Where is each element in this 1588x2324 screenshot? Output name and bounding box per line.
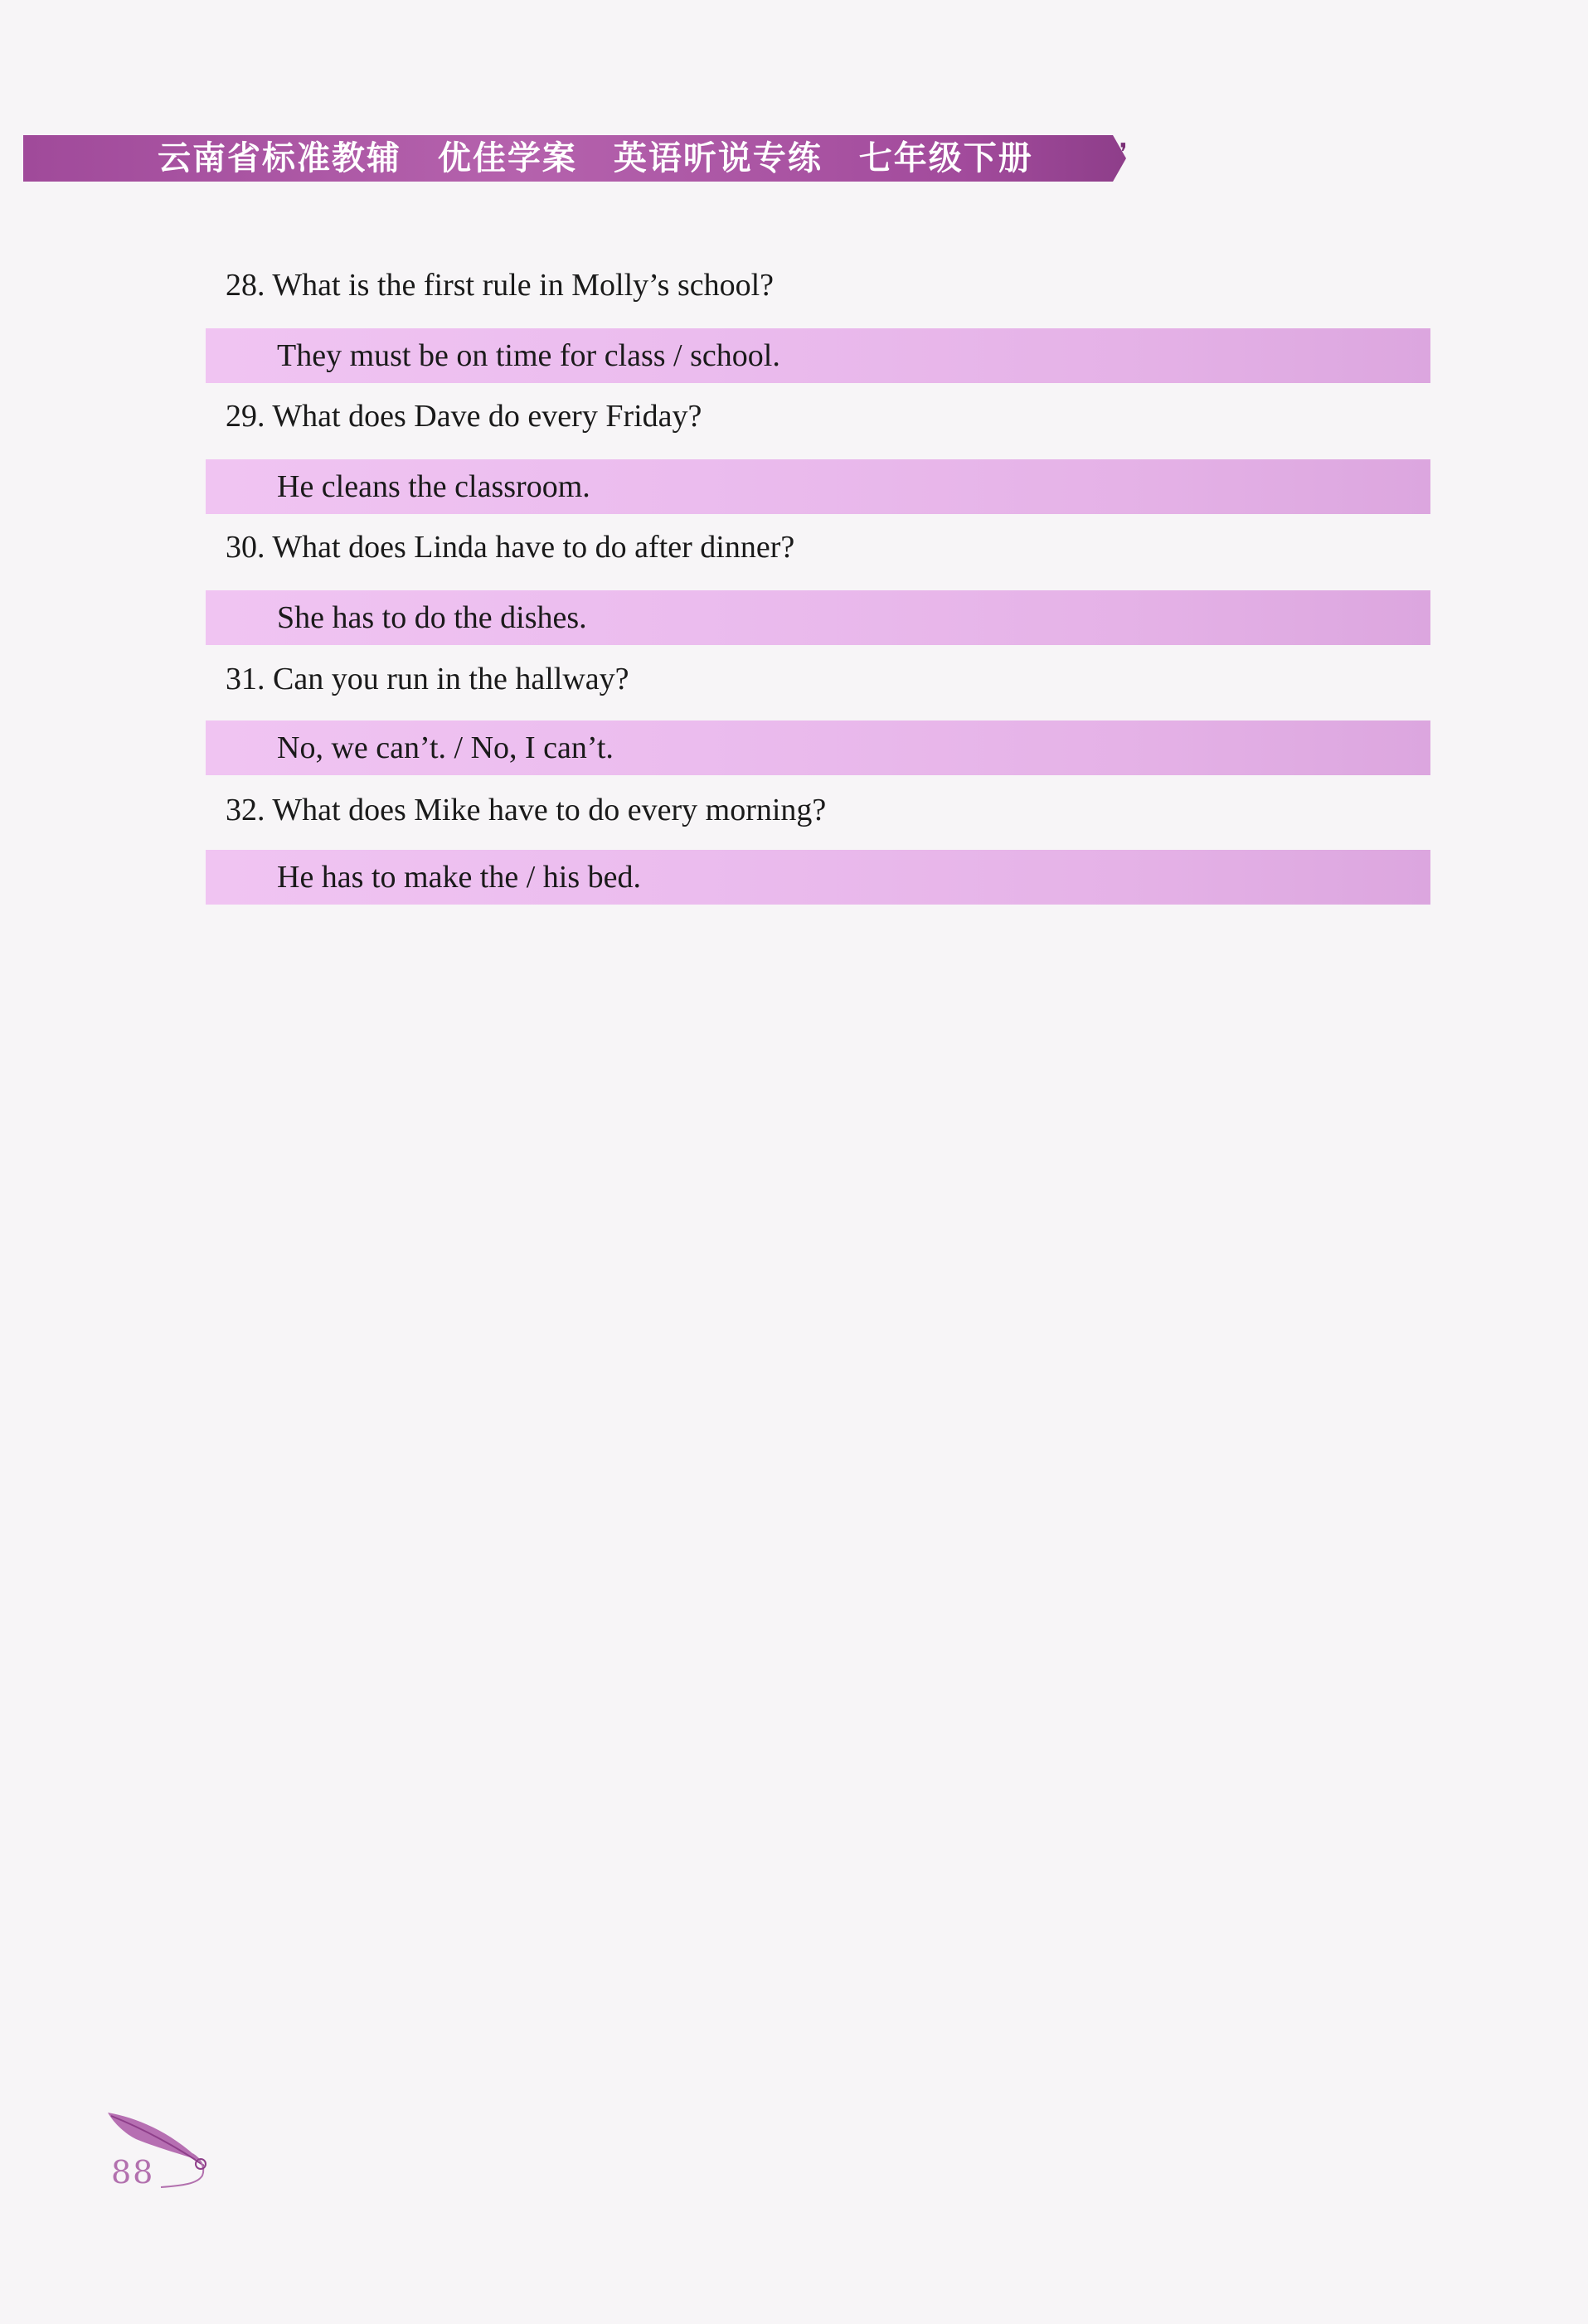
answer-32: He has to make the / his bed. [277, 860, 642, 895]
answer-30: She has to do the dishes. [277, 600, 587, 635]
answer-29: He cleans the classroom. [277, 469, 590, 504]
answer-bar-28 [206, 328, 1430, 383]
answer-31: No, we can’t. / No, I can’t. [277, 730, 614, 765]
question-30: 30. What does Linda have to do after dinner? [226, 530, 795, 565]
header-title: 云南省标准教辅 优佳学案 英语听说专练 七年级下册 [158, 139, 1033, 177]
answer-28: They must be on time for class / school. [277, 338, 780, 373]
answer-bar-30 [206, 590, 1430, 645]
header-ornament-icon: ❜ [1119, 138, 1128, 167]
question-31: 31. Can you run in the hallway? [226, 662, 629, 696]
answer-bar-32 [206, 850, 1430, 905]
question-28: 28. What is the first rule in Molly’s school? [226, 268, 775, 303]
answer-bar-29 [206, 459, 1430, 514]
question-32: 32. What does Mike have to do every morning? [226, 793, 827, 827]
page-number: 88 [111, 2154, 155, 2191]
answer-bar-31 [206, 720, 1430, 775]
question-29: 29. What does Dave do every Friday? [226, 399, 702, 434]
